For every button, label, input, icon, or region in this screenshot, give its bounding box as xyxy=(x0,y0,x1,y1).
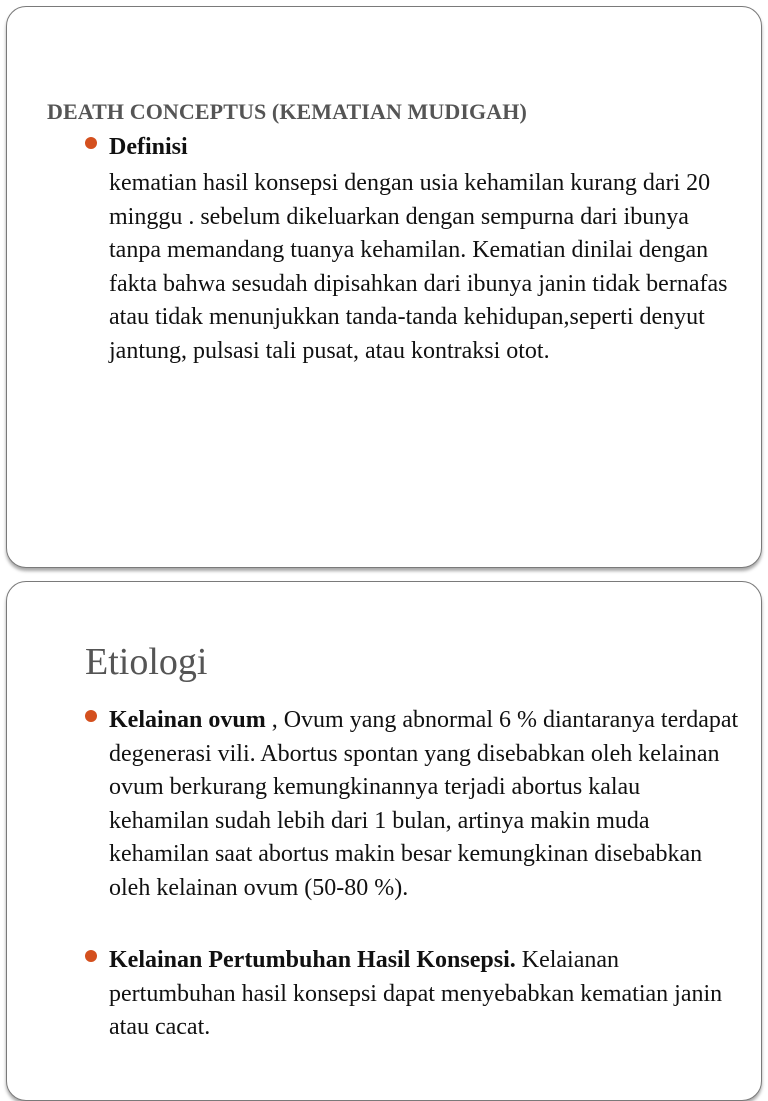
bullet-item xyxy=(85,131,745,165)
bullet-item xyxy=(85,704,745,905)
definition-paragraph: kematian hasil konsepsi dengan usia kehamilan kurang dari 20 minggu . sebelum dikeluarkan dengan sempurna dari ibunya tanpa memandang tuanya kehamilan. Kematian dinilai dengan fakta bahwa sesudah dipisahkan dari ibunya janin tidak bernafas atau tidak menunjukkan tanda-tanda kehidupan,seperti denyut jantung, pulsasi tali pusat, atau kontraksi otot. xyxy=(109,170,728,364)
slide-2 xyxy=(6,581,762,1101)
slide-title: DEATH CONCEPTUS (KEMATIAN MUDIGAH) xyxy=(47,99,527,124)
bullet-text: , Ovum yang abnormal 6 % diantaranya terdapat degenerasi vili. Abortus spontan yang disebabkan oleh kelainan ovum berkurang kemungkinannya terjadi abortus kalau kehamilan sudah lebih dari 1 bulan, artinya makin muda kehamilan saat abortus makin besar kemungkinan disebabkan oleh kelainan ovum (50-80 %). xyxy=(109,707,739,901)
bullet-label: Kelainan ovum xyxy=(109,707,266,733)
bullet-icon xyxy=(85,710,97,722)
slide-1 xyxy=(6,6,762,568)
slide-title: Etiologi xyxy=(85,641,208,683)
bullet-item xyxy=(85,944,745,1045)
bullet-icon xyxy=(85,137,97,149)
bullet-label: Definisi xyxy=(109,134,188,160)
bullet-text: Kelaianan pertumbuhan hasil konsepsi dapat menyebabkan kematian janin atau cacat. xyxy=(109,947,723,1040)
bullet-label: Kelainan Pertumbuhan Hasil Konsepsi. xyxy=(109,947,516,973)
bullet-icon xyxy=(85,950,97,962)
